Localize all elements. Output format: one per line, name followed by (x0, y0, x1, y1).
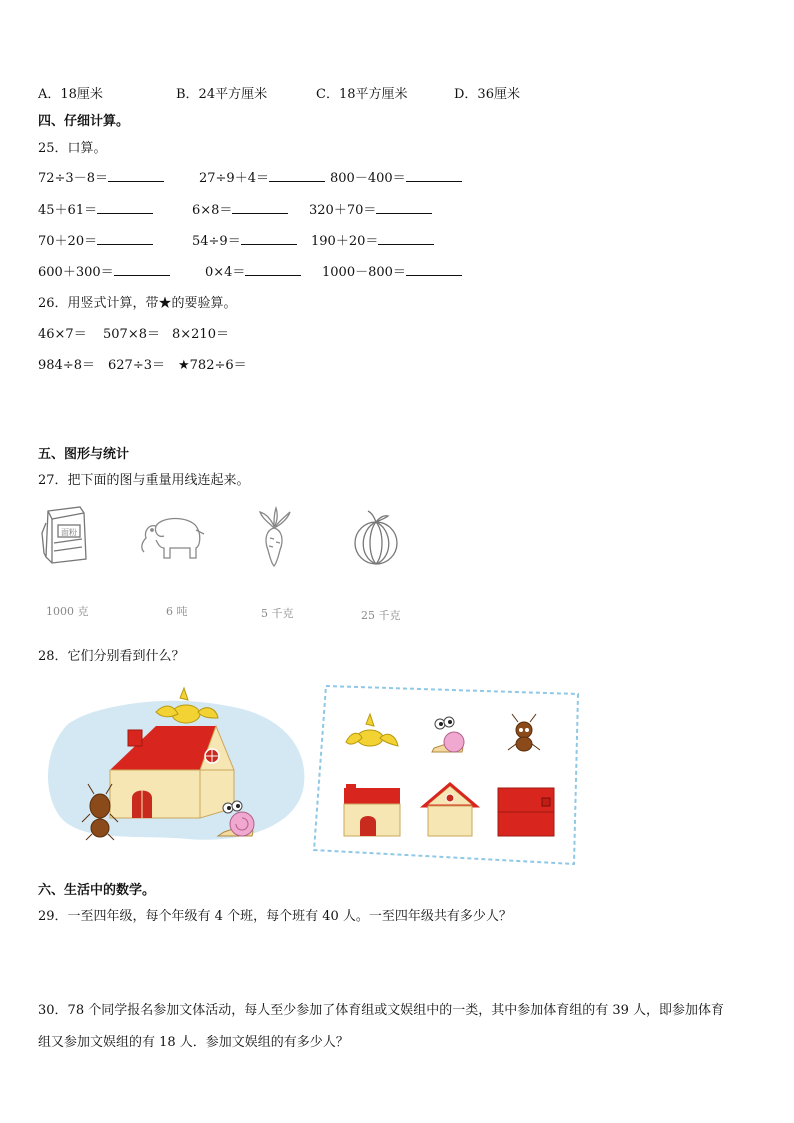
q26-item: 46×7＝ (38, 327, 87, 342)
weight-label: 1000 克 (46, 605, 89, 618)
answer-blank[interactable] (269, 169, 325, 182)
answer-blank[interactable] (114, 263, 170, 276)
q25-cell: 0×4＝ (205, 261, 301, 280)
q26-item: 984÷8＝ (38, 358, 95, 373)
flour-bag-text: 面粉 (61, 528, 77, 537)
views-card-illustration (312, 680, 584, 866)
house-scene-illustration (38, 684, 308, 846)
section-6-title: 六、生活中的数学。 (38, 883, 156, 898)
elephant-icon (136, 512, 208, 562)
q25-cell: 70＋20＝ (38, 230, 153, 249)
option-a: A．18厘米 (38, 87, 103, 102)
q25-cell: 600＋300＝ (38, 261, 170, 280)
flour-bag-icon (38, 503, 94, 567)
radish-icon (252, 506, 296, 568)
section-5-title: 五、图形与统计 (38, 447, 130, 462)
option-d: D．36厘米 (454, 87, 520, 102)
option-b: B．24平方厘米 (176, 87, 268, 102)
watermelon-icon (352, 507, 400, 569)
q25-cell: 54÷9＝ (192, 230, 297, 249)
q25-cell: 27÷9＋4＝ (199, 167, 325, 186)
q26-item: ★782÷6＝ (178, 358, 247, 373)
q25-cell: 320＋70＝ (309, 199, 432, 218)
weight-label: 6 吨 (166, 605, 188, 618)
q26-label: 26．用竖式计算，带★的要验算。 (38, 296, 237, 311)
answer-blank[interactable] (376, 201, 432, 214)
q25-cell: 72÷3－8＝ (38, 167, 164, 186)
q25-cell: 6×8＝ (192, 199, 288, 218)
option-c: C．18平方厘米 (316, 87, 408, 102)
q27-label: 27．把下面的图与重量用线连起来。 (38, 473, 250, 488)
answer-blank[interactable] (406, 263, 462, 276)
q28-label: 28．它们分别看到什么？ (38, 649, 185, 664)
q30-text-line1: 30．78 个同学报名参加文体活动，每人至少参加了体育组或文娱组中的一类，其中参加体育组的有 39 人，即参加体育 (38, 1003, 725, 1018)
q29-text: 29．一至四年级，每个年级有 4 个班，每个班有 40 人。一至四年级共有多少人？ (38, 909, 512, 924)
weight-label: 25 千克 (361, 609, 401, 622)
weight-label: 5 千克 (261, 607, 294, 620)
q25-cell: 45＋61＝ (38, 199, 153, 218)
answer-blank[interactable] (406, 169, 462, 182)
answer-blank[interactable] (232, 201, 288, 214)
answer-blank[interactable] (97, 232, 153, 245)
q25-cell: 1000－800＝ (322, 261, 462, 280)
answer-blank[interactable] (108, 169, 164, 182)
q26-item: 507×8＝ (103, 327, 160, 342)
q26-item: 627÷3＝ (108, 358, 165, 373)
q25-cell: 190＋20＝ (311, 230, 434, 249)
answer-blank[interactable] (245, 263, 301, 276)
q25-cell: 800－400＝ (330, 167, 462, 186)
section-4-title: 四、仔细计算。 (38, 114, 130, 129)
answer-blank[interactable] (241, 232, 297, 245)
answer-blank[interactable] (378, 232, 434, 245)
answer-blank[interactable] (97, 201, 153, 214)
q25-label: 25．口算。 (38, 141, 107, 156)
q30-text-line2: 组又参加文娱组的有 18 人．参加文娱组的有多少人？ (38, 1035, 349, 1050)
q26-item: 8×210＝ (172, 327, 229, 342)
